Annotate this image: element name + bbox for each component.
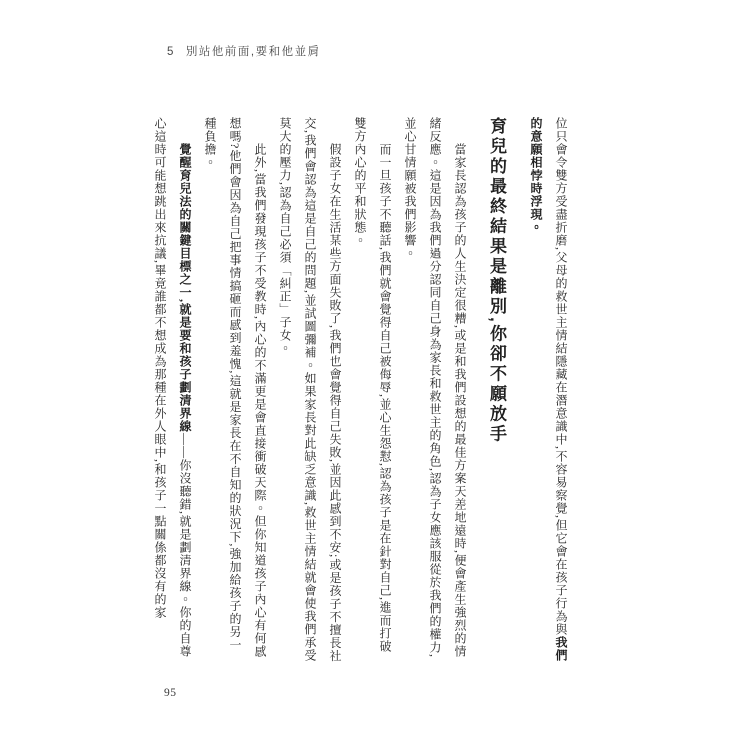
section-heading xyxy=(483,117,510,664)
page-number: 95 xyxy=(164,687,177,699)
paragraph xyxy=(197,117,272,664)
text-run: 位只會令雙方受盡折磨,父母的救世主情結隱藏在潛意識中,不容易察覺,但它會在孩子行為與 xyxy=(554,117,568,636)
chapter-title: 別站他前面,要和他並肩 xyxy=(185,46,321,58)
emphasis-run: 我們的意願相悖時浮現。 xyxy=(529,117,568,662)
text-run: 此外,當我們發現孩子不受教時,內心的不滿更是會直接衝破天際。但你知道孩子內心有何感想嗎?他們會因為自己把事情搞砸而感到羞愧,這就是家長在不自知的狀況下,強加給孩子的另一種負擔。 xyxy=(203,117,267,658)
text-run: 假設子女在生活某些方面失敗了,我們也會覺得自己失敗,並因此感到不安;或是孩子不擅長社交,我們會認為這是自己的問題,並試圖彌補。如果家長對此缺乏意識,救世主情結就會使我們承受莫大的壓力,認為自己必須「糾正」子女。 xyxy=(278,117,342,663)
emphasis-run: 育兒的最終結果是離別,你卻不願放手 xyxy=(487,117,506,445)
body-text xyxy=(147,117,573,664)
paragraph xyxy=(347,117,397,664)
paragraph xyxy=(272,117,347,664)
text-run: 當家長認為孩子的人生決定很糟,或是和我們設想的最佳方案天差地遠時,便會產生強烈的情緒反應。這是因為我們過分認同自己身為家長和救世主的角色,認為子女應該服從於我們的權力,並心甘情願被我們影響。 xyxy=(403,117,467,658)
paragraph xyxy=(397,117,472,664)
running-header xyxy=(167,43,321,59)
paragraph xyxy=(147,117,197,664)
text-run: 而一旦孩子不聽話,我們就會覺得自己被侮辱,並心生怨懟,認為孩子是在針對自己,進而打破雙方內心的平和狀態。 xyxy=(353,117,392,653)
text-run: ——你沒聽錯,就是劃清界線。你的自尊心這時可能想跳出來抗議,畢竟誰都不想成為那種在外人眼中,和孩子一點關係都沒有的家 xyxy=(153,117,192,658)
emphasis-run: 覺醒育兒法的關鍵目標之一,就是要和孩子劃清界線 xyxy=(178,143,192,433)
paragraph xyxy=(523,117,573,664)
chapter-number: 5 xyxy=(167,46,175,58)
